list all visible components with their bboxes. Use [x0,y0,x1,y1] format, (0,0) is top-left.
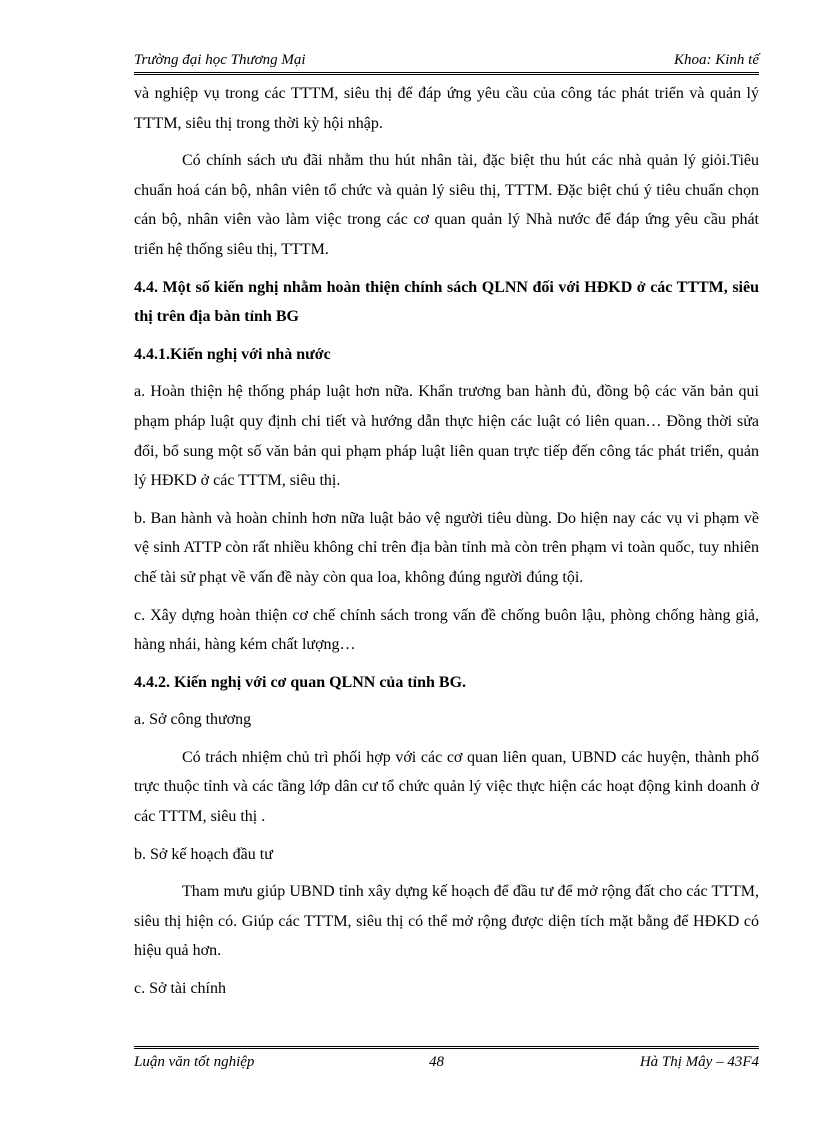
subheading: a. Sở công thương [134,711,252,729]
section-heading-4-4-1: 4.4.1.Kiến nghị với nhà nước [134,345,331,363]
paragraph: và nghiệp vụ trong các TTTM, siêu thị để đáp ứng yêu cầu của công tác phát triển và quản lý TTTM, siêu thị trong thời kỳ hội nhập. [134,85,759,132]
header-rule [134,72,759,77]
paragraph: Có trách nhiệm chủ trì phối hợp với các cơ quan liên quan, UBND các huyện, thành phố trực thuộc tỉnh và các tầng lớp dân cư tổ chức quản lý việc thực hiện các hoạt động kinh doanh ở các TTTM, siêu thị . [134,748,759,826]
paragraph: a. Hoàn thiện hệ thống pháp luật hơn nữa. Khẩn trương ban hành đủ, đồng bộ các văn bản qui phạm pháp luật quy định chi tiết và hướng dẫn thực hiện các luật có liên quan… Đồng thời sửa đổi, bổ sung một số văn bản qui phạm pháp luật liên quan trực tiếp đến công tác phát triển, quản lý HĐKD ở các TTTM, siêu thị. [134,383,759,490]
header-school: Trường đại học Thương Mại [134,52,306,68]
paragraph: b. Ban hành và hoàn chỉnh hơn nữa luật bảo vệ người tiêu dùng. Do hiện nay các vụ vi phạm về vệ sinh ATTP còn rất nhiều không chỉ trên địa bàn tỉnh mà còn trên phạm vi toàn quốc, tuy nhiên chế tài sử phạt về vấn đề này còn qua loa, không đúng người đúng tội. [134,509,759,586]
page-header [134,50,759,72]
footer-rule [134,1046,759,1051]
section-heading-4-4-2: 4.4.2. Kiến nghị với cơ quan QLNN của tỉnh BG. [134,673,467,691]
footer-thesis: Luận văn tốt nghiệp [134,1054,255,1070]
section-heading-4-4: 4.4. Một số kiến nghị nhằm hoàn thiện chính sách QLNN đối với HĐKD ở các TTTM, siêu thị trên địa bàn tỉnh BG [134,278,759,326]
footer-author: Hà Thị Mây – 43F4 [639,1054,759,1070]
subheading: b. Sở kế hoạch đầu tư [134,845,273,863]
header-faculty: Khoa: Kinh tế [674,52,759,68]
paragraph: Có chính sách ưu đãi nhằm thu hút nhân tài, đặc biệt thu hút các nhà quản lý giỏi.Tiêu chuẩn hoá cán bộ, nhân viên tổ chức và quản lý siêu thị, TTTM. Đặc biệt chú ý tiêu chuẩn chọn cán bộ, nhân viên vào làm việc trong các cơ quan quản lý Nhà nước để đáp ứng yêu cầu phát triển hệ thống siêu thị, TTTM. [134,152,759,258]
subheading: c. Sở tài chính [134,980,226,998]
paragraph: Tham mưu giúp UBND tỉnh xây dựng kế hoạch để đầu tư để mở rộng đất cho các TTTM, siêu thị hiện có. Giúp các TTTM, siêu thị có thể mở rộng được diện tích mặt bằng để HĐKD có hiệu quả hơn. [134,883,759,960]
page-body [134,79,759,1012]
paragraph: c. Xây dựng hoàn thiện cơ chế chính sách trong vấn đề chống buôn lậu, phòng chống hàng giả, hàng nhái, hàng kém chất lượng… [134,606,759,654]
page-number: 48 [429,1054,444,1070]
page-footer [134,1054,759,1076]
